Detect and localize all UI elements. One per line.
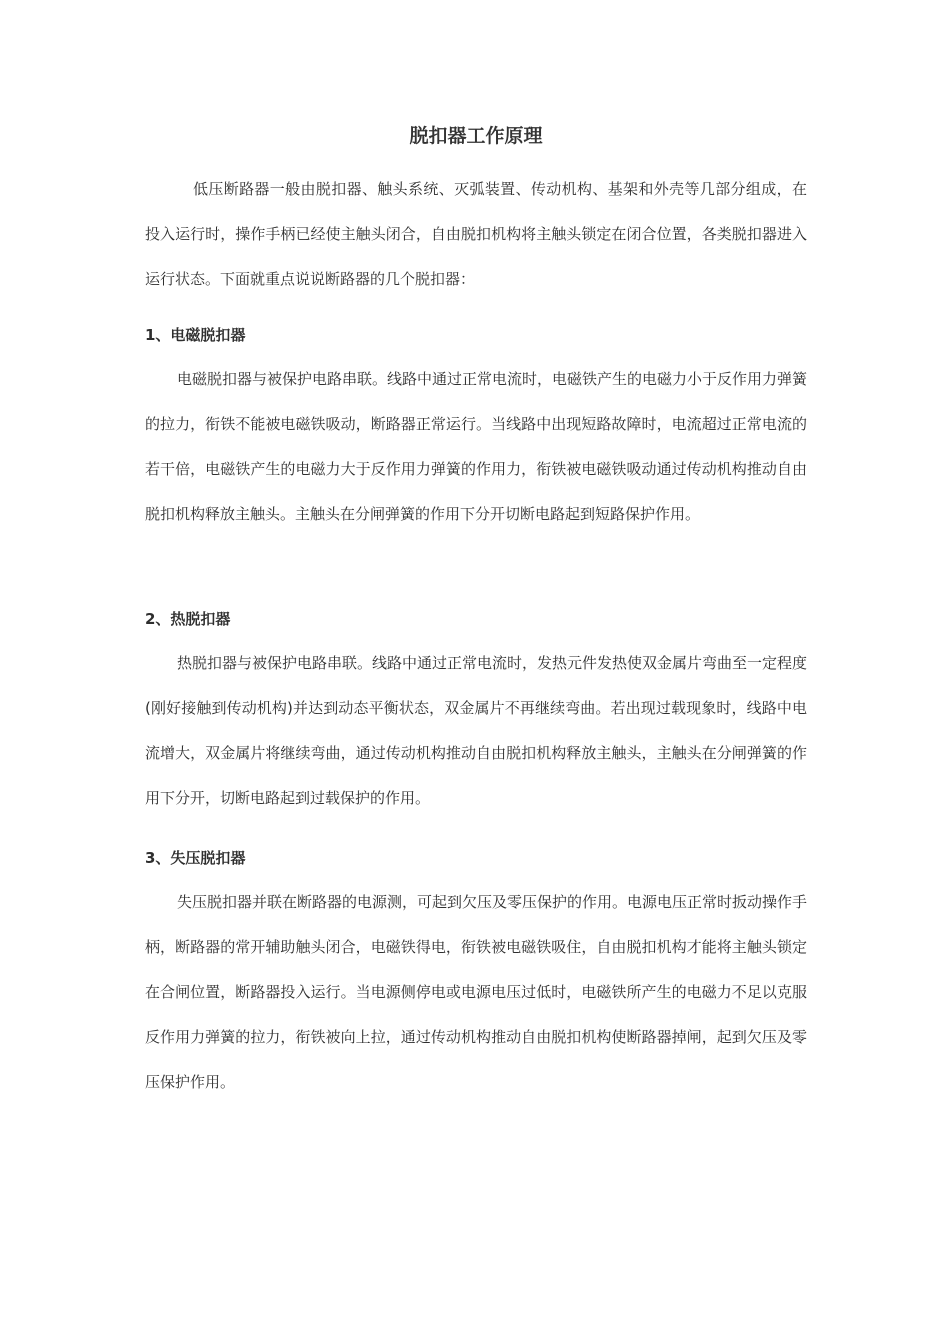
section-body-undervoltage: 失压脱扣器并联在断路器的电源测，可起到欠压及零压保护的作用。电源电压正常时扳动操作手柄，断路器的常开辅助触头闭合，电磁铁得电，衔铁被电磁铁吸住，自由脱扣机构才能将主触头锁定在合闸位置，断路器投入运行。当电源侧停电或电源电压过低时，电磁铁所产生的电磁力不足以克服反作用力弹簧的拉力，衔铁被向上拉，通过传动机构推动自由脱扣机构使断路器掉闸，起到欠压及零压保护作用。: [145, 893, 808, 1091]
section-body-thermal: 热脱扣器与被保护电路串联。线路中通过正常电流时，发热元件发热使双金属片弯曲至一定程度(刚好接触到传动机构)并达到动态平衡状态，双金属片不再继续弯曲。若出现过载现象时，线路中电流增大，双金属片将继续弯曲，通过传动机构推动自由脱扣机构释放主触头，主触头在分闸弹簧的作用下分开，切断电路起到过载保护的作用。: [145, 654, 808, 807]
section-heading-thermal: 2、热脱扣器: [145, 610, 231, 628]
intro-paragraph: 低压断路器一般由脱扣器、触头系统、灭弧装置、传动机构、基架和外壳等几部分组成，在投入运行时，操作手柄已经使主触头闭合，自由脱扣机构将主触头锁定在闭合位置，各类脱扣器进入运行状态。下面就重点说说断路器的几个脱扣器：: [145, 180, 807, 288]
section-heading-undervoltage: 3、失压脱扣器: [145, 849, 246, 867]
section-body-electromagnetic: 电磁脱扣器与被保护电路串联。线路中通过正常电流时，电磁铁产生的电磁力小于反作用力弹簧的拉力，衔铁不能被电磁铁吸动，断路器正常运行。当线路中出现短路故障时，电流超过正常电流的若干倍，电磁铁产生的电磁力大于反作用力弹簧的作用力，衔铁被电磁铁吸动通过传动机构推动自由脱扣机构释放主触头。主触头在分闸弹簧的作用下分开切断电路起到短路保护作用。: [145, 370, 808, 523]
section-heading-electromagnetic: 1、电磁脱扣器: [145, 326, 246, 344]
document-title: 脱扣器工作原理: [409, 125, 543, 147]
